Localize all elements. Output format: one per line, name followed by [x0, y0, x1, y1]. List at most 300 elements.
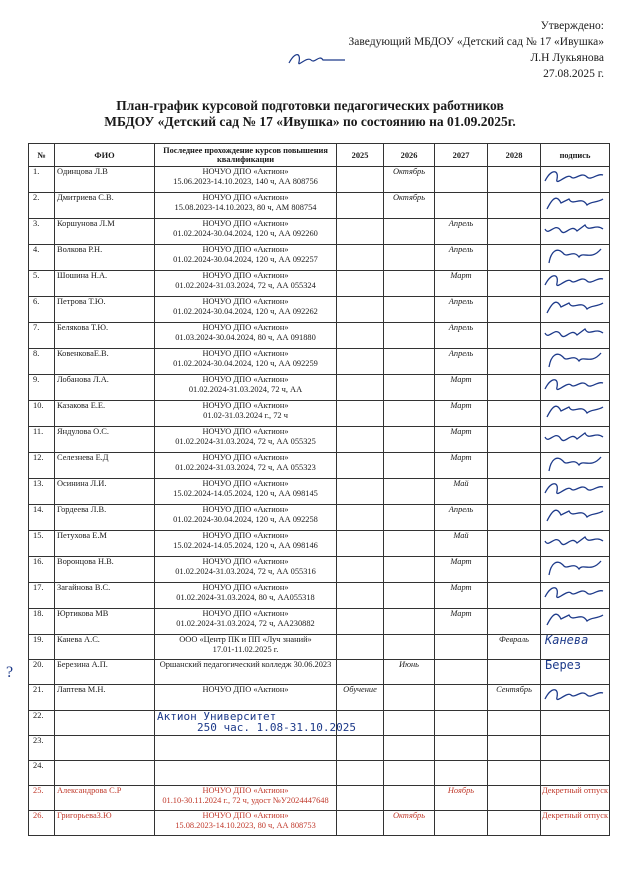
table-row	[29, 786, 610, 811]
table-row	[29, 245, 610, 271]
signature-icon	[541, 297, 607, 319]
row-number: 10.	[29, 401, 55, 427]
maternity-leave-note: Декретный отпуск	[541, 786, 609, 795]
row-number: 13.	[29, 479, 55, 505]
row-number: 18.	[29, 609, 55, 635]
table-row	[29, 505, 610, 531]
course-dates: 01.02.2024-31.03.2024, 72 ч, АА 055323	[175, 463, 316, 472]
row-y2025	[337, 479, 384, 505]
row-y2026	[384, 609, 435, 635]
course-provider: ООО «Центр ПК и ПП «Луч знаний»	[179, 635, 312, 644]
row-signature	[541, 245, 610, 271]
row-signature	[541, 711, 610, 736]
row-y2028	[488, 193, 541, 219]
course-dates: 01.02.2024-30.04.2024, 120 ч, АА 092257	[173, 255, 318, 264]
course-provider: НОЧУО ДПО «Актион»	[202, 271, 289, 280]
row-y2026	[384, 479, 435, 505]
course-provider: НОЧУО ДПО «Актион»	[202, 427, 289, 436]
table-row	[29, 736, 610, 761]
course-dates: 01.02.2024-31.03.2024, 72 ч, АА 055325	[175, 437, 316, 446]
header-2026: 2026	[384, 144, 435, 167]
row-y2026: Июнь	[384, 660, 435, 685]
training-schedule-table	[28, 143, 610, 836]
row-y2028	[488, 427, 541, 453]
approval-date: 27.08.2025 г.	[543, 68, 604, 80]
course-provider: НОЧУО ДПО «Актион»	[202, 557, 289, 566]
row-signature	[541, 736, 610, 761]
approval-name: Л.Н Лукьянова	[530, 52, 604, 64]
row-signature	[541, 401, 610, 427]
margin-question-mark: ?	[6, 664, 14, 681]
row-fio: Шошина Н.А.	[55, 271, 155, 297]
row-y2027: Ноябрь	[435, 786, 488, 811]
row-y2026	[384, 736, 435, 761]
signature-icon	[541, 479, 607, 501]
course-dates: 15.02.2024-14.05.2024, 120 ч, АА 098145	[173, 489, 318, 498]
course-provider: НОЧУО ДПО «Актион»	[202, 245, 289, 254]
row-signature	[541, 609, 610, 635]
row-signature	[541, 193, 610, 219]
table-row	[29, 557, 610, 583]
table-row	[29, 660, 610, 685]
row-y2026	[384, 219, 435, 245]
row-fio: Александрова С.Р	[55, 786, 155, 811]
row-course	[155, 609, 337, 635]
maternity-leave-note: Декретный отпуск	[541, 811, 609, 820]
row-course	[155, 557, 337, 583]
handwritten-signature-kaneva: Канева	[545, 633, 589, 647]
table-row	[29, 323, 610, 349]
row-y2027	[435, 761, 488, 786]
row-y2027	[435, 660, 488, 685]
row-fio: Коршунова Л.М	[55, 219, 155, 245]
row-fio: ГригорьеваЗ.Ю	[55, 811, 155, 836]
row-y2027	[435, 736, 488, 761]
row-signature	[541, 349, 610, 375]
row-y2025	[337, 167, 384, 193]
course-provider: НОЧУО ДПО «Актион»	[202, 349, 289, 358]
row-signature	[541, 167, 610, 193]
row-course	[155, 583, 337, 609]
course-dates: 15.08.2023-14.10.2023, 80 ч, АМ 808754	[174, 203, 317, 212]
row-number: 24.	[29, 761, 55, 786]
row-y2025	[337, 349, 384, 375]
row-signature	[541, 453, 610, 479]
row-y2028	[488, 761, 541, 786]
course-provider: НОЧУО ДПО «Актион»	[202, 505, 289, 514]
table-row	[29, 685, 610, 711]
course-dates: 01.02.2024-31.03.2024, 72 ч, АА 055324	[175, 281, 316, 290]
course-provider: НОЧУО ДПО «Актион»	[202, 583, 289, 592]
row-signature	[541, 323, 610, 349]
row-number: 6.	[29, 297, 55, 323]
row-y2028	[488, 323, 541, 349]
course-dates: 15.06.2023-14.10.2023, 140 ч, АА 808756	[173, 177, 318, 186]
header-2025: 2025	[337, 144, 384, 167]
signature-icon	[541, 271, 607, 293]
course-provider: НОЧУО ДПО «Актион»	[202, 167, 289, 176]
row-y2026	[384, 271, 435, 297]
row-signature	[541, 786, 610, 811]
row-signature	[541, 427, 610, 453]
row-course	[155, 811, 337, 836]
row-y2025	[337, 453, 384, 479]
row-fio: Селезнева Е.Д	[55, 453, 155, 479]
row-y2028	[488, 219, 541, 245]
signature-icon	[541, 167, 607, 189]
course-provider: НОЧУО ДПО «Актион»	[202, 453, 289, 462]
row-number: 3.	[29, 219, 55, 245]
row-y2027	[435, 711, 488, 736]
row-y2026	[384, 531, 435, 557]
row-course	[155, 401, 337, 427]
row-y2028	[488, 479, 541, 505]
row-course	[155, 167, 337, 193]
row-y2026	[384, 761, 435, 786]
row-fio: Канева А.С.	[55, 635, 155, 660]
header-2027: 2027	[435, 144, 488, 167]
table-header-row	[29, 144, 610, 167]
row-y2026	[384, 427, 435, 453]
row-y2028	[488, 583, 541, 609]
table-row	[29, 427, 610, 453]
course-provider: НОЧУО ДПО «Актион»	[202, 323, 289, 332]
row-y2025	[337, 323, 384, 349]
row-y2026	[384, 323, 435, 349]
row-y2027: Май	[435, 531, 488, 557]
row-fio: Волкова Р.Н.	[55, 245, 155, 271]
row-y2025	[337, 583, 384, 609]
row-y2025	[337, 193, 384, 219]
approval-label: Утверждено:	[540, 20, 604, 32]
row-y2027: Май	[435, 479, 488, 505]
course-dates: 01.02-31.03.2024 г., 72 ч	[203, 411, 288, 420]
row-y2026: Октябрь	[384, 811, 435, 836]
row-course	[155, 761, 337, 786]
row-course	[155, 710, 356, 736]
row-y2026	[384, 505, 435, 531]
row-signature	[541, 635, 610, 660]
row-signature	[541, 557, 610, 583]
row-y2025	[337, 660, 384, 685]
row-signature	[541, 297, 610, 323]
row-y2028	[488, 660, 541, 685]
course-dates: 17.01-11.02.2025 г.	[212, 645, 279, 654]
approval-signature-line	[349, 50, 604, 66]
table-row	[29, 453, 610, 479]
header-signature: подпись	[541, 144, 610, 167]
row-y2026	[384, 245, 435, 271]
row-y2025	[337, 609, 384, 635]
signature-icon	[541, 193, 607, 215]
course-provider: НОЧУО ДПО «Актион»	[202, 297, 289, 306]
row-signature	[541, 761, 610, 786]
row-number: 25.	[29, 786, 55, 811]
header-course	[155, 144, 337, 167]
row-y2028	[488, 297, 541, 323]
row-y2027: Апрель	[435, 245, 488, 271]
row-y2028	[488, 167, 541, 193]
row-course	[155, 297, 337, 323]
row-course	[155, 219, 337, 245]
course-provider: НОЧУО ДПО «Актион»	[202, 811, 289, 820]
row-y2026	[384, 557, 435, 583]
row-y2028	[488, 375, 541, 401]
row-number: 8.	[29, 349, 55, 375]
signature-icon	[541, 427, 607, 449]
row-number: 11.	[29, 427, 55, 453]
row-signature	[541, 219, 610, 245]
row-fio: Лаптева М.Н.	[55, 685, 155, 711]
row-fio	[55, 711, 155, 736]
course-provider: НОЧУО ДПО «Актион»	[202, 531, 289, 540]
course-dates: 01.02.2024-30.04.2024, 120 ч, АА 092258	[173, 515, 318, 524]
table-row	[29, 583, 610, 609]
row-y2025	[337, 635, 384, 660]
row-y2025	[337, 401, 384, 427]
row-y2025	[337, 219, 384, 245]
course-provider: НОЧУО ДПО «Актион»	[202, 193, 289, 202]
table-row	[29, 609, 610, 635]
row-fio: КовенковаЕ.В.	[55, 349, 155, 375]
row-y2025	[337, 786, 384, 811]
row-course	[155, 479, 337, 505]
row-course	[155, 531, 337, 557]
signature-icon	[541, 609, 607, 631]
row-number: 5.	[29, 271, 55, 297]
row-course	[155, 453, 337, 479]
row-fio: Осинина Л.И.	[55, 479, 155, 505]
row-y2026: Октябрь	[384, 167, 435, 193]
table-row	[29, 271, 610, 297]
row-course	[155, 635, 337, 660]
signature-icon	[541, 685, 607, 707]
row-fio: Загайнова В.С.	[55, 583, 155, 609]
signature-icon	[541, 557, 607, 579]
row-fio: Лобанова Л.А.	[55, 375, 155, 401]
approval-block	[349, 18, 604, 82]
row-y2025	[337, 427, 384, 453]
row-y2026	[384, 401, 435, 427]
row-fio: Яндулова О.С.	[55, 427, 155, 453]
course-dates: 01.03.2024-30.04.2024, 80 ч, АА 091880	[175, 333, 316, 342]
row-y2028	[488, 271, 541, 297]
row-y2027: Апрель	[435, 297, 488, 323]
row-y2027	[435, 167, 488, 193]
course-provider: НОЧУО ДПО «Актион»	[202, 401, 289, 410]
row-y2025	[337, 557, 384, 583]
row-y2026	[384, 635, 435, 660]
signature-icon	[541, 401, 607, 423]
table-row	[29, 761, 610, 786]
course-dates: 01.02.2024-30.04.2024, 120 ч, АА 092262	[173, 307, 318, 316]
row-signature	[541, 271, 610, 297]
row-y2026	[384, 685, 435, 711]
row-course	[155, 786, 337, 811]
table-row	[29, 531, 610, 557]
row-y2028: Февраль	[488, 635, 541, 660]
table-row	[29, 401, 610, 427]
row-y2027	[435, 811, 488, 836]
row-number: 12.	[29, 453, 55, 479]
row-signature	[541, 479, 610, 505]
row-y2028	[488, 811, 541, 836]
course-provider: Оршанский педагогический колледж 30.06.2023	[159, 660, 332, 669]
row-y2026	[384, 786, 435, 811]
row-number: 23.	[29, 736, 55, 761]
row-number: 20.	[29, 660, 55, 685]
row-y2027: Апрель	[435, 219, 488, 245]
row-fio: Казакова Е.Е.	[55, 401, 155, 427]
row-course	[155, 736, 337, 761]
course-provider: НОЧУО ДПО «Актион»	[202, 219, 289, 228]
row-course	[155, 660, 337, 685]
row-y2025	[337, 375, 384, 401]
row-y2028	[488, 531, 541, 557]
row-y2025	[337, 811, 384, 836]
header-2028: 2028	[488, 144, 541, 167]
row-y2027: Март	[435, 427, 488, 453]
row-number: 2.	[29, 193, 55, 219]
table-row	[29, 811, 610, 836]
row-signature	[541, 505, 610, 531]
course-provider: НОЧУО ДПО «Актион»	[202, 479, 289, 488]
signature-icon	[541, 323, 607, 345]
row-number: 7.	[29, 323, 55, 349]
row-y2028	[488, 453, 541, 479]
row-fio: Петрова Т.Ю.	[55, 297, 155, 323]
course-provider: НОЧУО ДПО «Актион»	[202, 609, 289, 618]
table-row	[29, 711, 610, 736]
table-row	[29, 349, 610, 375]
course-dates: 01.02.2024-31.03.2024, 72 ч, АА230882	[176, 619, 315, 628]
handwritten-course-line2: 250 час. 1.08-31.10.2025	[197, 721, 356, 734]
row-y2026	[384, 453, 435, 479]
table-row	[29, 219, 610, 245]
signature-icon	[541, 453, 607, 475]
row-number: 21.	[29, 685, 55, 711]
row-y2028	[488, 505, 541, 531]
row-y2027: Март	[435, 609, 488, 635]
row-course	[155, 271, 337, 297]
header-fio: ФИО	[55, 144, 155, 167]
row-fio: Петухова Е.М	[55, 531, 155, 557]
course-dates: 01.02.2024-30.04.2024, 120 ч, АА 092259	[173, 359, 318, 368]
row-y2028	[488, 609, 541, 635]
row-y2028	[488, 557, 541, 583]
row-fio: Белякова Т.Ю.	[55, 323, 155, 349]
row-y2027	[435, 685, 488, 711]
row-y2025	[337, 531, 384, 557]
signature-icon	[541, 583, 607, 605]
header-course-label: Последнее прохождение курсов повышения квалификации	[163, 146, 328, 164]
table-row	[29, 193, 610, 219]
table-row	[29, 479, 610, 505]
handwritten-signature-berez: Берез	[545, 658, 582, 672]
table-row	[29, 297, 610, 323]
row-number: 26.	[29, 811, 55, 836]
row-y2027: Апрель	[435, 323, 488, 349]
row-fio: Гордеева Л.В.	[55, 505, 155, 531]
row-fio: Дмитриева С.В.	[55, 193, 155, 219]
row-y2028	[488, 401, 541, 427]
signature-icon	[541, 505, 607, 527]
row-number: 19.	[29, 635, 55, 660]
row-y2026	[384, 297, 435, 323]
course-provider: НОЧУО ДПО «Актион»	[202, 786, 289, 795]
row-course	[155, 323, 337, 349]
course-dates: 15.08.2023-14.10.2023, 80 ч, АА 808753	[175, 821, 316, 830]
signature-icon	[541, 531, 607, 553]
row-y2025	[337, 245, 384, 271]
row-signature	[541, 583, 610, 609]
row-y2025	[337, 505, 384, 531]
row-number: 4.	[29, 245, 55, 271]
row-y2027: Март	[435, 557, 488, 583]
row-y2026	[384, 583, 435, 609]
row-y2027	[435, 635, 488, 660]
course-dates: 01.02.2024-31.03.2024, 72 ч, АА	[188, 385, 303, 394]
page-title	[60, 98, 560, 130]
row-fio: Березина А.П.	[55, 660, 155, 685]
row-fio	[55, 761, 155, 786]
row-number: 15.	[29, 531, 55, 557]
course-dates: 01.10-30.11.2024 г., 72 ч, удост №У2024447648	[162, 796, 329, 805]
row-number: 17.	[29, 583, 55, 609]
row-y2025: Обучение	[337, 685, 384, 711]
table-body	[29, 167, 610, 836]
signature-icon	[541, 375, 607, 397]
row-course	[155, 193, 337, 219]
course-dates: 15.02.2024-14.05.2024, 120 ч, АА 098146	[173, 541, 318, 550]
row-signature	[541, 660, 610, 685]
course-dates: 01.02.2024-30.04.2024, 120 ч, АА 092260	[173, 229, 318, 238]
row-fio: Воронцова Н.В.	[55, 557, 155, 583]
row-y2028	[488, 349, 541, 375]
approval-signature-icon	[287, 48, 347, 70]
row-y2027: Апрель	[435, 505, 488, 531]
row-y2025	[337, 297, 384, 323]
row-y2028	[488, 736, 541, 761]
row-y2025	[337, 736, 384, 761]
row-y2028: Сентябрь	[488, 685, 541, 711]
title-line-2: МБДОУ «Детский сад № 17 «Ивушка» по состоянию на 01.09.2025г.	[104, 114, 516, 129]
row-course	[155, 349, 337, 375]
row-number: 16.	[29, 557, 55, 583]
course-provider: НОЧУО ДПО «Актион»	[202, 685, 289, 694]
row-y2026	[384, 375, 435, 401]
signature-icon	[541, 349, 607, 371]
row-y2026	[384, 349, 435, 375]
course-dates: 01.02.2024-31.03.2024, 80 ч, АА055318	[176, 593, 315, 602]
row-fio: Юртикова МВ	[55, 609, 155, 635]
row-signature	[541, 685, 610, 711]
signature-icon	[541, 245, 607, 267]
course-provider: НОЧУО ДПО «Актион»	[202, 375, 289, 384]
row-fio: Одинцова Л.В	[55, 167, 155, 193]
table-row	[29, 375, 610, 401]
row-y2026	[384, 711, 435, 736]
header-num: №	[29, 144, 55, 167]
row-y2028	[488, 786, 541, 811]
table-row	[29, 635, 610, 660]
row-number: 1.	[29, 167, 55, 193]
row-y2027: Март	[435, 583, 488, 609]
handwritten-course-line1: Актион Университет	[157, 710, 277, 723]
course-dates: 01.02.2024-31.03.2024, 72 ч, АА 055316	[175, 567, 316, 576]
row-y2026: Октябрь	[384, 193, 435, 219]
row-y2027: Март	[435, 401, 488, 427]
